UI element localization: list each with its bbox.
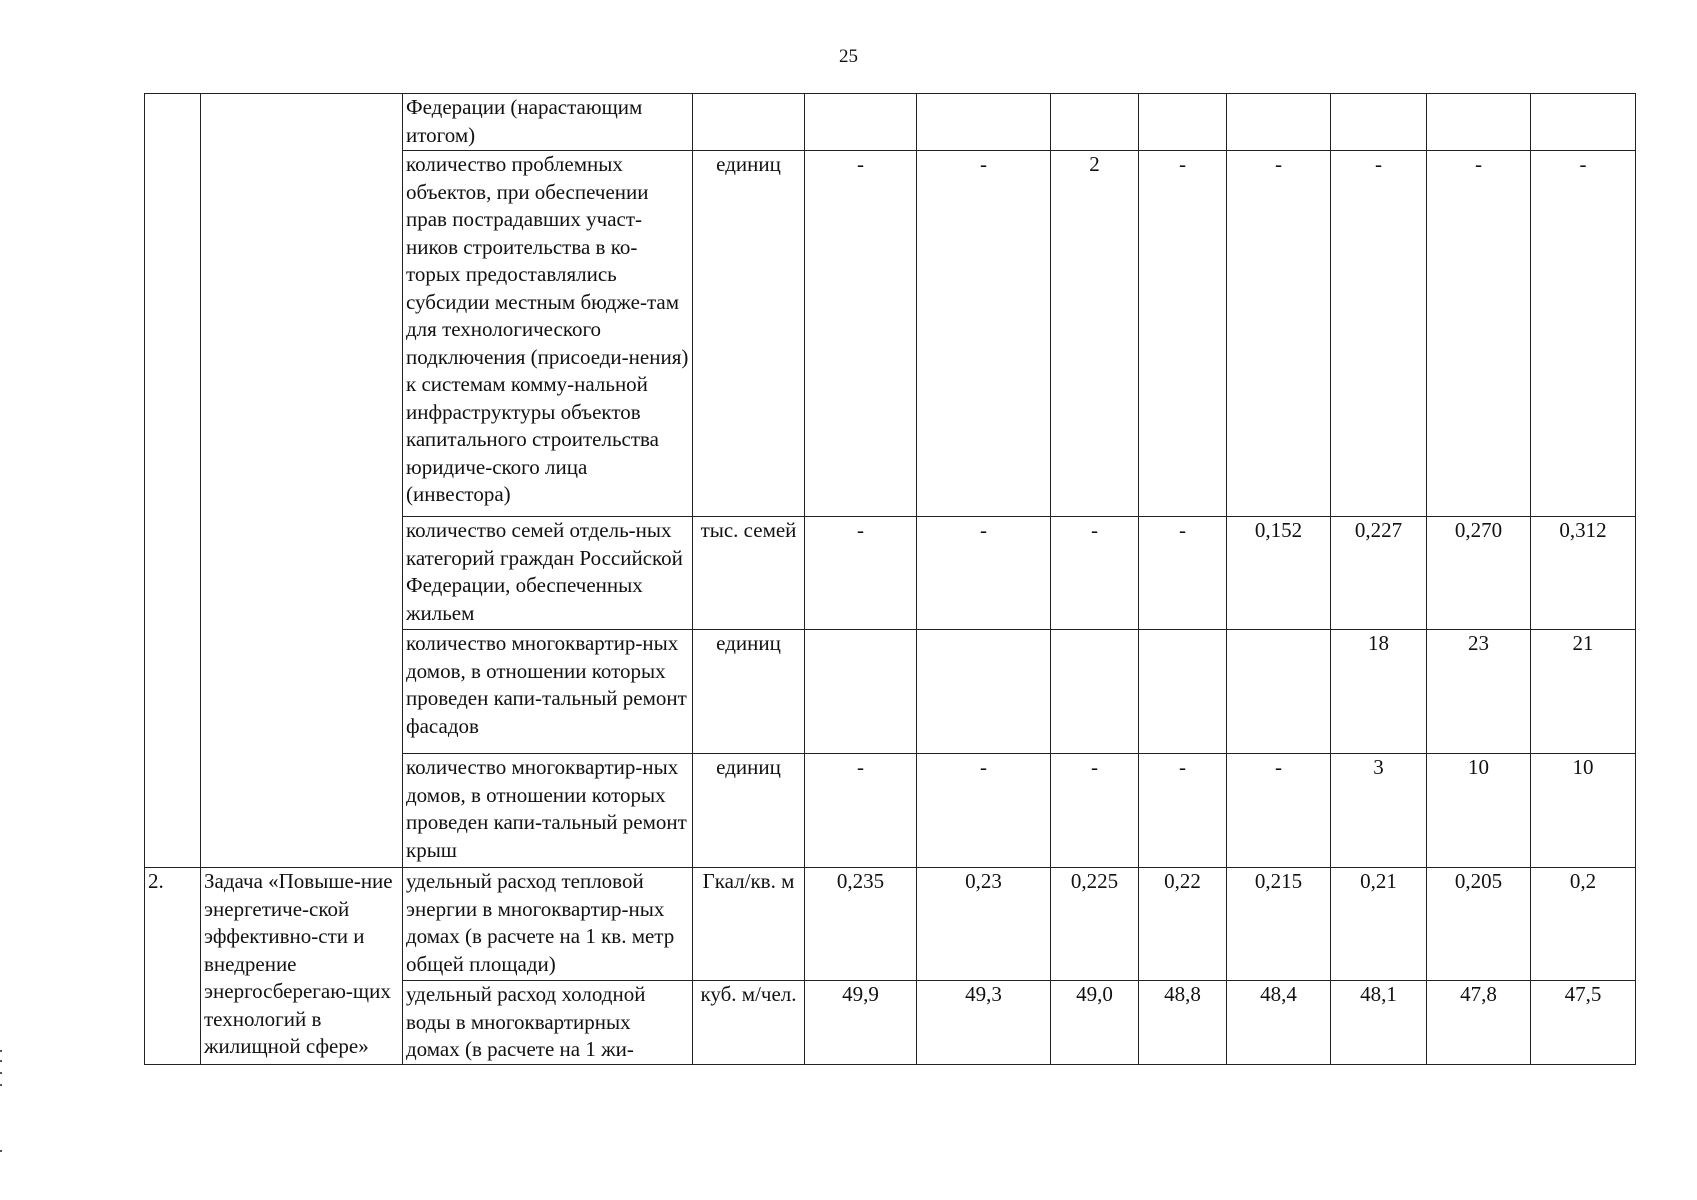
value-cell: 0,235 [805, 868, 917, 981]
value-cell: - [1427, 151, 1531, 517]
unit-cell: единиц [693, 630, 805, 754]
value-cell: 48,4 [1227, 981, 1331, 1065]
value-cell: - [805, 517, 917, 630]
value-cell: 49,9 [805, 981, 917, 1065]
value-cell: - [917, 754, 1051, 868]
value-cell [1531, 94, 1636, 151]
indicator-cell: удельный расход холодной воды в многоквартирных домах (в расчете на 1 жи- [403, 981, 693, 1065]
value-cell: - [805, 754, 917, 868]
value-cell [1427, 94, 1531, 151]
indicator-cell: количество многоквартир-ных домов, в отношении которых проведен капи-тальный ремонт фасадов [403, 630, 693, 754]
value-cell: 48,8 [1139, 981, 1227, 1065]
table-row [145, 868, 1636, 981]
unit-cell: куб. м/чел. [693, 981, 805, 1065]
indicators-table [144, 93, 1636, 1065]
value-cell [1227, 630, 1331, 754]
value-cell: - [1227, 151, 1331, 517]
value-cell: - [1139, 754, 1227, 868]
value-cell [917, 630, 1051, 754]
value-cell: 0,225 [1051, 868, 1139, 981]
value-cell: 47,5 [1531, 981, 1636, 1065]
value-cell: 23 [1427, 630, 1531, 754]
value-cell: 10 [1427, 754, 1531, 868]
value-cell [805, 630, 917, 754]
value-cell: 0,227 [1331, 517, 1427, 630]
value-cell [805, 94, 917, 151]
value-cell: 0,270 [1427, 517, 1531, 630]
indicator-cell: Федерации (нарастающим итогом) [403, 94, 693, 151]
value-cell: 49,0 [1051, 981, 1139, 1065]
value-cell [1051, 94, 1139, 151]
value-cell: 18 [1331, 630, 1427, 754]
value-cell: - [1331, 151, 1427, 517]
indicator-cell: количество многоквартир-ных домов, в отношении которых проведен капи-тальный ремонт крыш [403, 754, 693, 868]
value-cell [1139, 630, 1227, 754]
task-cell [201, 94, 403, 868]
indicator-cell: количество проблемных объектов, при обеспечении прав пострадавших участ-ников строительства в ко-торых предоставлялись субсидии местным бюдже-там для технологического подключения (присоеди-нения) к системам комму-нальной инфраструктуры объектов капитального строительства юридиче-ского лица (инвестора) [403, 151, 693, 517]
value-cell: 47,8 [1427, 981, 1531, 1065]
value-cell: 49,3 [917, 981, 1051, 1065]
unit-cell: единиц [693, 754, 805, 868]
value-cell: 0,312 [1531, 517, 1636, 630]
unit-cell: тыс. семей [693, 517, 805, 630]
indicator-cell: количество семей отдель-ных категорий граждан Российской Федерации, обеспеченных жильем [403, 517, 693, 630]
value-cell: - [1227, 754, 1331, 868]
value-cell: 3 [1331, 754, 1427, 868]
value-cell: - [1139, 517, 1227, 630]
value-cell: 0,215 [1227, 868, 1331, 981]
value-cell: - [805, 151, 917, 517]
value-cell [1139, 94, 1227, 151]
value-cell: 0,23 [917, 868, 1051, 981]
value-cell: - [1531, 151, 1636, 517]
value-cell [1051, 630, 1139, 754]
scan-edge-marks [0, 1050, 3, 1160]
value-cell: 48,1 [1331, 981, 1427, 1065]
table-row [145, 94, 1636, 151]
value-cell: - [917, 517, 1051, 630]
value-cell [917, 94, 1051, 151]
task-title-cell: Задача «Повыше-ние энергетиче-ской эффективно-сти и внедрение энергосберегаю-щих технологий в жилищной сфере» [201, 868, 403, 1065]
value-cell: - [1139, 151, 1227, 517]
value-cell [1331, 94, 1427, 151]
value-cell: 10 [1531, 754, 1636, 868]
value-cell: 2 [1051, 151, 1139, 517]
value-cell [1227, 94, 1331, 151]
unit-cell: единиц [693, 151, 805, 517]
value-cell: 21 [1531, 630, 1636, 754]
value-cell: 0,22 [1139, 868, 1227, 981]
unit-cell [693, 94, 805, 151]
row-number-cell [145, 94, 201, 868]
unit-cell: Гкал/кв. м [693, 868, 805, 981]
value-cell: 0,205 [1427, 868, 1531, 981]
value-cell: 0,152 [1227, 517, 1331, 630]
page-number: 25 [839, 46, 858, 67]
value-cell: 0,21 [1331, 868, 1427, 981]
task-number-cell: 2. [145, 868, 201, 1065]
value-cell: - [1051, 517, 1139, 630]
value-cell: 0,2 [1531, 868, 1636, 981]
value-cell: - [917, 151, 1051, 517]
indicator-cell: удельный расход тепловой энергии в многоквартир-ных домах (в расчете на 1 кв. метр общей площади) [403, 868, 693, 981]
value-cell: - [1051, 754, 1139, 868]
